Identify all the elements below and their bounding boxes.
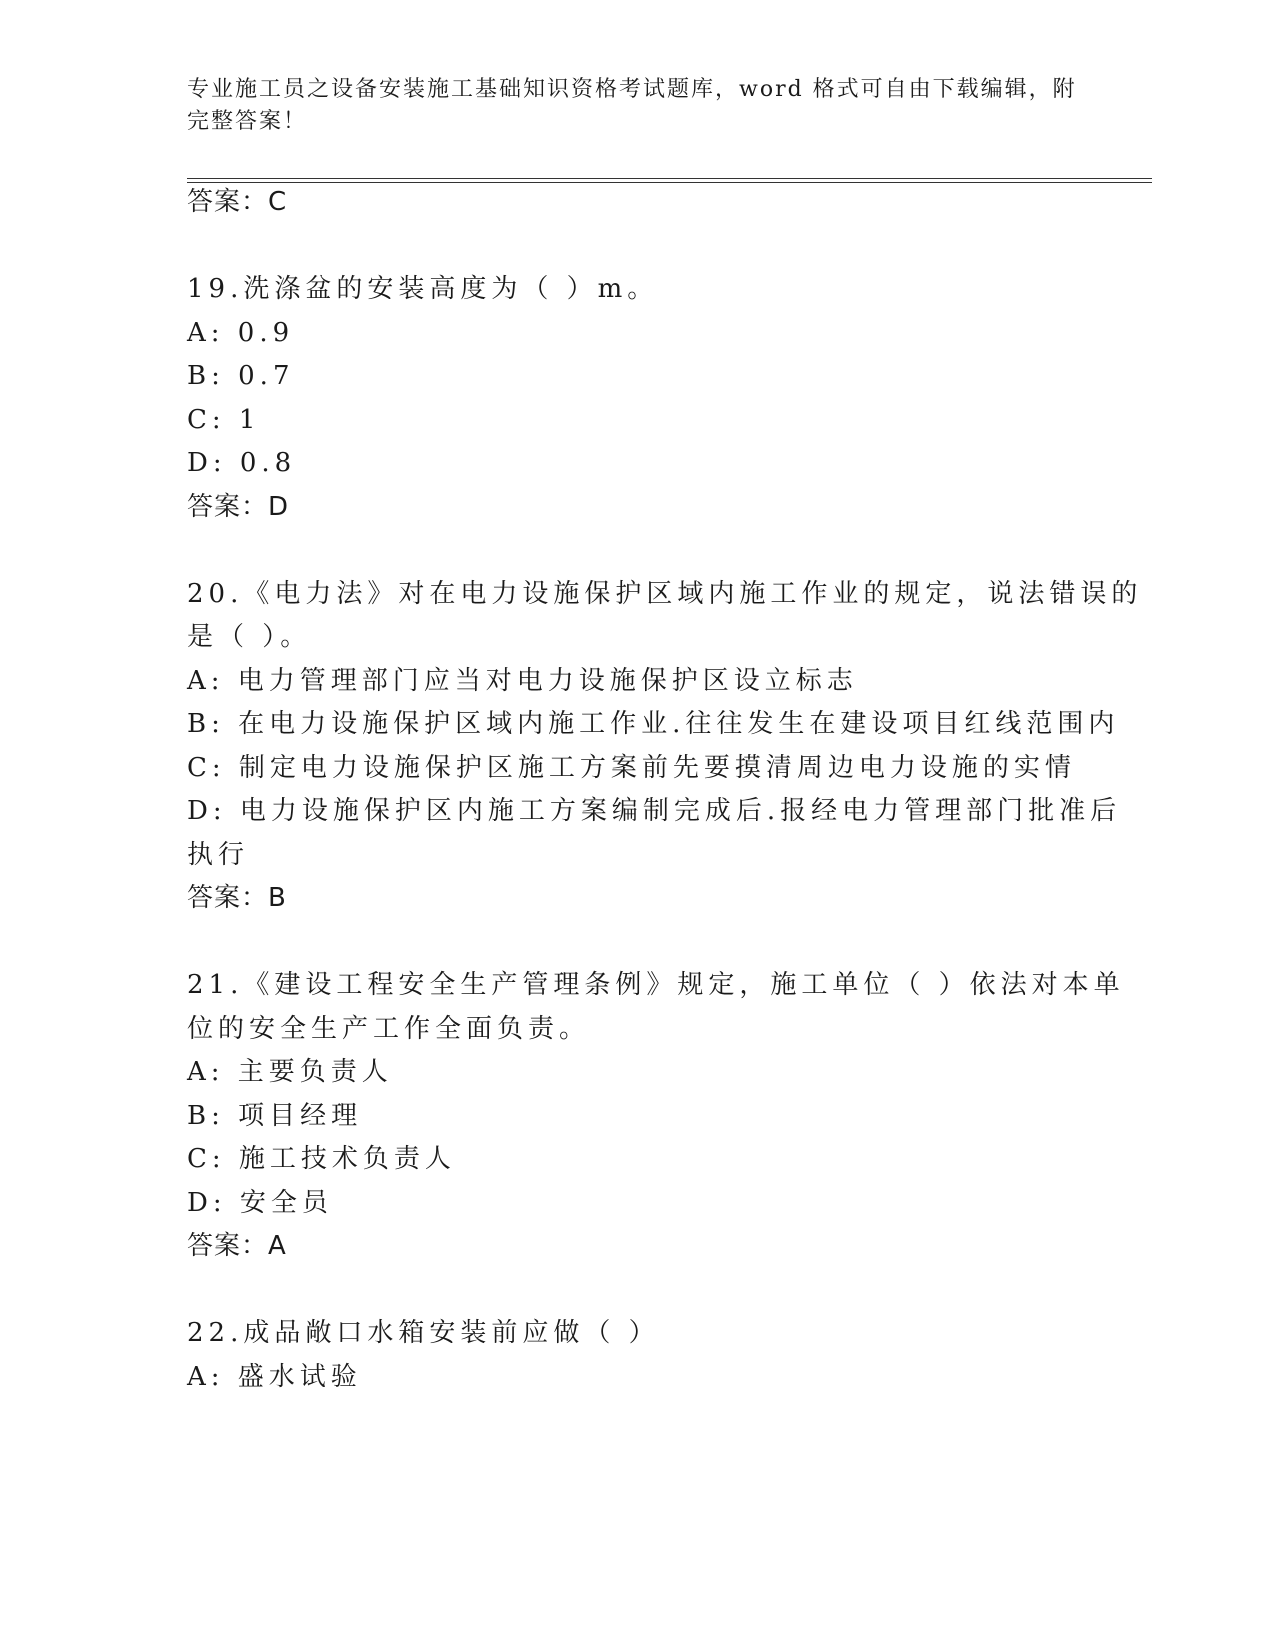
question-19-option-d: D: 0.8 [187, 448, 297, 478]
question-22-stem: 22.成品敞口水箱安装前应做（ ） [187, 1318, 660, 1348]
question-21-option-d: D: 安全员 [187, 1188, 333, 1218]
answer-q21: 答案：A [187, 1231, 287, 1261]
answer-q18: 答案：C [187, 187, 288, 217]
question-19-stem: 19.洗涤盆的安装高度为（ ）m。 [187, 274, 659, 304]
question-21-option-b: B: 项目经理 [187, 1101, 363, 1131]
question-20-option-c: C: 制定电力设施保护区施工方案前先要摸清周边电力设施的实情 [187, 753, 1076, 783]
question-21-stem-line1: 21.《建设工程安全生产管理条例》规定，施工单位（ ）依法对本单 [187, 970, 1125, 1000]
question-20-option-d-line2: 执行 [187, 840, 250, 870]
question-20-stem-line2: 是（ ）。 [187, 622, 312, 652]
question-22-option-a: A: 盛水试验 [187, 1362, 362, 1392]
question-20-stem-line1: 20.《电力法》对在电力设施保护区域内施工作业的规定，说法错误的 [187, 579, 1143, 609]
question-20-option-b: B: 在电力设施保护区域内施工作业.往往发生在建设项目红线范围内 [187, 709, 1120, 739]
question-20-option-d: D: 电力设施保护区内施工方案编制完成后.报经电力管理部门批准后 [187, 796, 1122, 826]
question-19-option-b: B: 0.7 [187, 361, 295, 391]
answer-q19: 答案：D [187, 492, 290, 522]
question-20-option-a: A: 电力管理部门应当对电力设施保护区设立标志 [187, 666, 858, 696]
header-divider-thin [187, 178, 1152, 179]
document-header: 专业施工员之设备安装施工基础知识资格考试题库，word 格式可自由下载编辑，附完整答案！ [187, 77, 1077, 134]
question-21-option-c: C: 施工技术负责人 [187, 1144, 456, 1174]
header-divider-thick [187, 182, 1152, 183]
question-21-stem-line2: 位的安全生产工作全面负责。 [187, 1014, 591, 1044]
question-21-option-a: A: 主要负责人 [187, 1057, 393, 1087]
question-19-option-a: A: 0.9 [187, 318, 295, 348]
question-19-option-c: C: 1 [187, 405, 261, 435]
answer-q20: 答案：B [187, 883, 287, 913]
